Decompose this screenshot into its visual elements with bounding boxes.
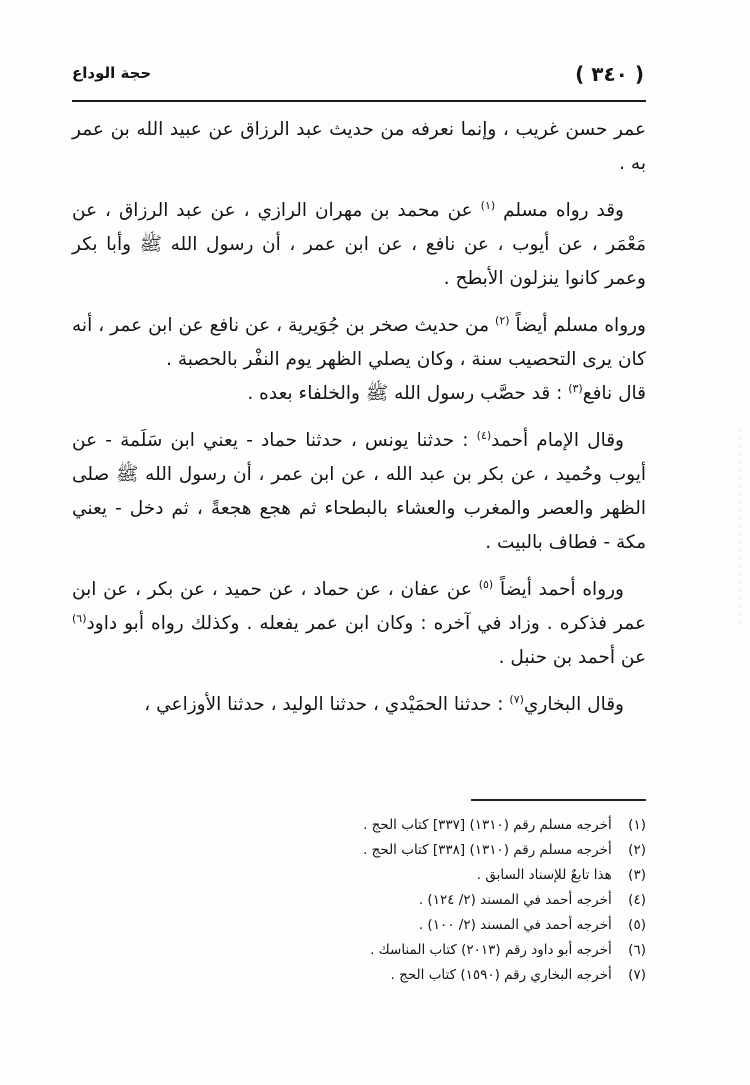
footnote-number: (٤) — [628, 892, 646, 908]
page-header — [72, 58, 644, 92]
footnote-text: أخرجه مسلم رقم (١٣١٠) [٣٣٨] كتاب الحج . — [363, 842, 612, 858]
running-title: حجة الوداع — [72, 64, 152, 82]
footnote-number: (٥) — [628, 917, 646, 933]
footnote-text: أخرجه أبو داود رقم (٢٠١٣) كتاب المناسك . — [370, 942, 612, 958]
footnote-4 — [250, 888, 646, 913]
footnote-3 — [250, 863, 646, 888]
footnote-number: (٢) — [628, 842, 646, 858]
footnote-number: (٦) — [628, 942, 646, 958]
paragraph-3: ورواه مسلم أيضاً $^{(٢)}$ من حديث صخر بن جُوَيرية ، عن نافع عن ابن عمر ، أنه كان يرى التحصيب سنة ، وكان يصلي الظهر يوم النفْر بالحصبة . — [72, 313, 646, 370]
footnote-ref-7[interactable]: (٧) — [509, 692, 524, 706]
header-rule — [72, 100, 646, 102]
paragraph-6: ورواه أحمد أيضاً $^{(٥)}$ عن عفان ، عن حماد ، عن حميد ، عن بكر ، عن ابن عمر فذكره . وزاد في آخره : وكان ابن عمر يفعله . وكذلك رواه أبو داود$^{(٦)}$ عن أحمد بن حنبل . — [72, 577, 646, 668]
footnote-ref-3[interactable]: (٣) — [568, 381, 583, 395]
paragraph-7: وقال البخاري$^{(٧)}$ : حدثنا الحمَيْدي ، حدثنا الوليد ، حدثنا الأوزاعي ، — [144, 692, 624, 715]
footnote-7 — [250, 963, 646, 988]
footnote-text: أخرجه أحمد في المسند (٢/ ١٢٤) . — [418, 892, 612, 908]
scan-artifact — [739, 430, 740, 630]
footnote-ref-4[interactable]: (٤) — [476, 428, 492, 442]
footnote-separator — [471, 799, 646, 801]
footnote-ref-1[interactable]: (١) — [480, 198, 496, 212]
paragraph-2: وقد رواه مسلم $^{(١)}$ عن محمد بن مهران الرازي ، عن عبد الرزاق ، عن مَعْمَر ، عن أيوب ، عن نافع ، عن ابن عمر ، أن رسول الله ﷺ وأبا بكر وعمر كانوا ينزلون الأبطح . — [72, 198, 646, 289]
body-text — [72, 113, 646, 722]
footnote-1 — [250, 813, 646, 838]
paragraph-1: عمر حسن غريب ، وإنما نعرفه من حديث عبد الرزاق عن عبيد الله بن عمر به . — [72, 119, 646, 174]
footnote-2 — [250, 838, 646, 863]
footnote-text: أخرجه مسلم رقم (١٣١٠) [٣٣٧] كتاب الحج . — [363, 817, 612, 833]
footnotes — [250, 813, 646, 988]
footnote-number: (١) — [628, 817, 646, 833]
footnote-text: أخرجه البخاري رقم (١٥٩٠) كتاب الحج . — [390, 967, 612, 983]
paragraph-4: قال نافع$^{(٣)}$ : قد حصَّب رسول الله ﷺ والخلفاء بعده . — [247, 381, 646, 404]
footnote-text: أخرجه أحمد في المسند (٢/ ١٠٠) . — [418, 917, 612, 933]
footnote-number: (٧) — [628, 967, 646, 983]
footnote-ref-5[interactable]: (٥) — [478, 577, 494, 591]
footnote-text: هذا تابعٌ للإسناد السابق . — [476, 867, 612, 883]
paragraph-5: وقال الإمام أحمد$^{(٤)}$ : حدثنا يونس ، حدثنا حماد - يعني ابن سَلَمة - عن أيوب وحُميد ، عن بكر بن عبد الله ، عن ابن عمر ، أن رسول الله ﷺ صلى الظهر والعصر والمغرب والعشاء بالبطحاء ثم هجع هجعةً ، ثم دخل - يعني مكة - فطاف بالبيت . — [72, 428, 646, 553]
footnote-ref-2[interactable]: (٢) — [495, 313, 510, 327]
page-number: ( ٣٤٠ ) — [575, 62, 644, 86]
footnote-6 — [250, 938, 646, 963]
footnote-ref-6[interactable]: (٦) — [72, 611, 87, 625]
footnote-number: (٣) — [628, 867, 646, 883]
footnote-5 — [250, 913, 646, 938]
